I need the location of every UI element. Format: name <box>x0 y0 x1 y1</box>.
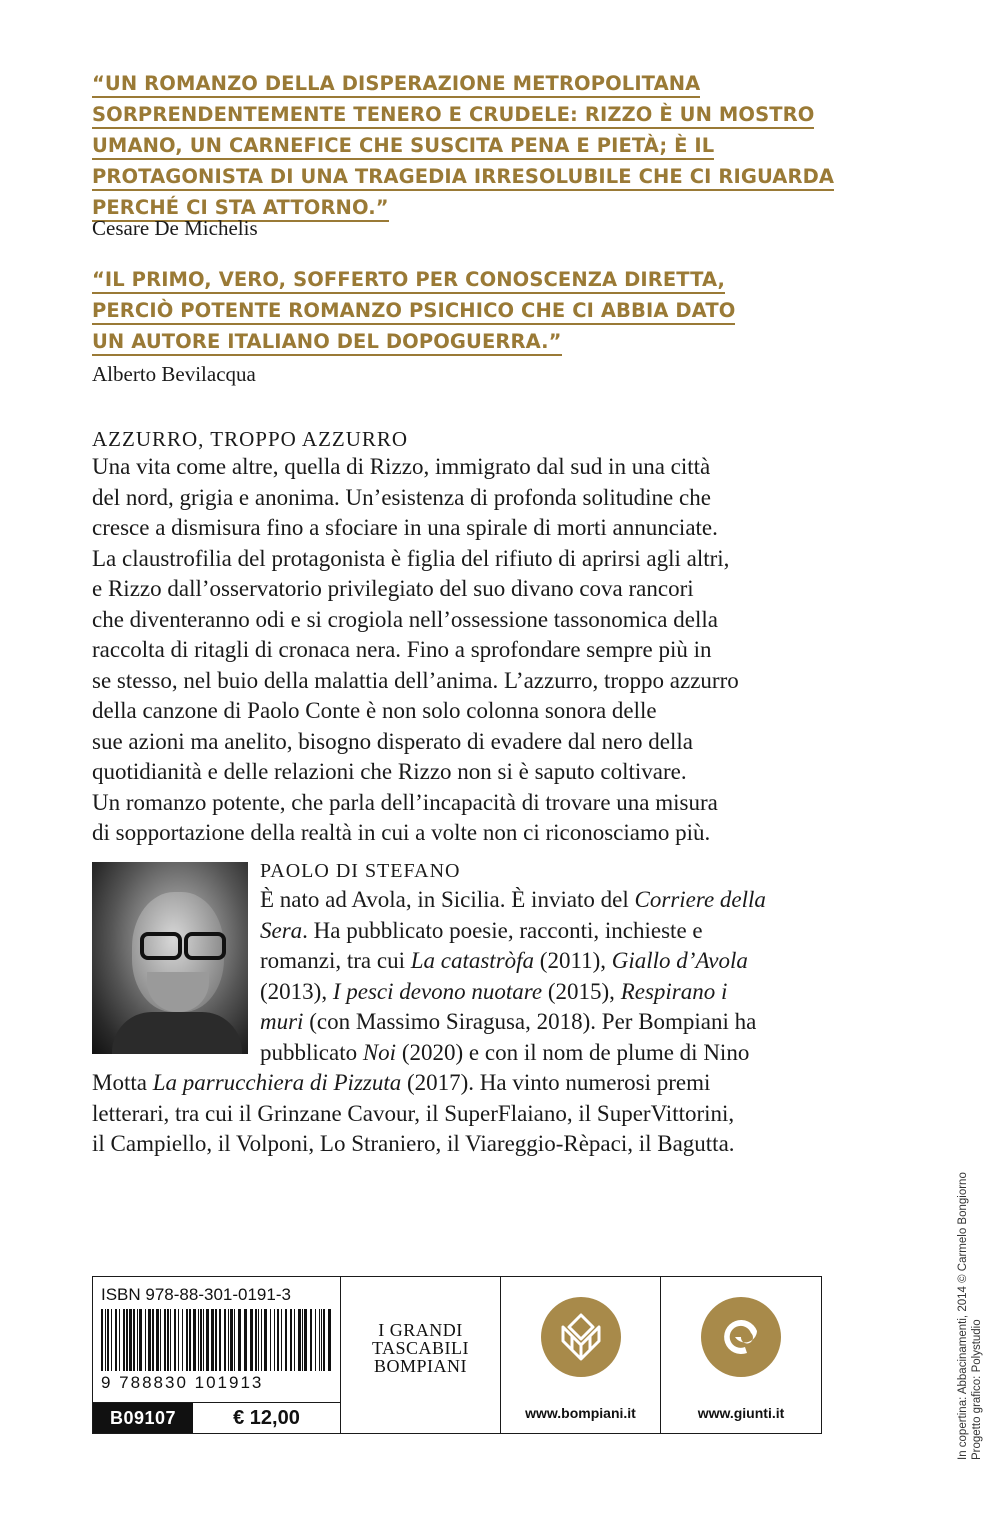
barcode-bar <box>193 1309 196 1371</box>
isbn-label: ISBN 978-88-301-0191-3 <box>101 1285 291 1304</box>
blurb-line: di sopportazione della realtà in cui a volte non ci riconosciamo più. <box>92 820 711 845</box>
bio-title-italic: I pesci devono nuotare <box>332 978 543 1004</box>
bompiani-logo-icon <box>541 1297 621 1377</box>
barcode-bar <box>321 1309 322 1371</box>
barcode-bar <box>261 1309 262 1371</box>
barcode-bar <box>250 1309 253 1371</box>
book-blurb <box>92 452 852 849</box>
bio-text: pubblicato <box>260 1039 363 1065</box>
giunti-logo-icon <box>701 1297 781 1377</box>
book-title: AZZURRO, TROPPO AZZURRO <box>92 427 409 451</box>
blurb-line: sue azioni ma anelito, bisogno disperato di evadere dal nero della <box>92 728 693 754</box>
bio-line <box>92 916 852 947</box>
barcode-bar <box>198 1309 199 1371</box>
barcode-bar <box>228 1309 229 1371</box>
barcode-bar <box>107 1309 109 1371</box>
bio-line <box>92 1099 852 1130</box>
blurb-line: raccolta di ritagli di cronaca nera. Fino a sprofondare sempre più in <box>92 637 712 662</box>
barcode-bar <box>285 1309 287 1371</box>
barcode-bar <box>290 1309 292 1371</box>
blurb-line: della canzone di Paolo Conte è non solo colonna sonora delle <box>92 698 657 723</box>
colophon-box <box>92 1276 822 1434</box>
code-price-row <box>93 1402 340 1433</box>
quote-line: “UN ROMANZO DELLA DISPERAZIONE METROPOLITANA <box>92 72 700 98</box>
blurb-line: Una vita come altre, quella di Rizzo, immigrato dal sud in una città <box>92 454 711 479</box>
barcode-bar <box>294 1309 295 1371</box>
barcode-bar <box>255 1309 257 1371</box>
bio-text: (2015), <box>542 978 621 1004</box>
quote-line: “IL PRIMO, VERO, SOFFERTO PER CONOSCENZA DIRETTA, <box>92 268 725 294</box>
barcode-bar <box>328 1309 331 1371</box>
barcode-bar <box>200 1309 202 1371</box>
giunti-cell <box>661 1277 821 1433</box>
price: € 12,00 <box>233 1406 300 1429</box>
bio-line <box>92 1007 852 1038</box>
barcode-bar <box>160 1309 161 1371</box>
quote-line: PROTAGONISTA DI UNA TRAGEDIA IRRESOLUBILE CHE CI RIGUARDA <box>92 165 834 191</box>
series-name <box>341 1321 500 1375</box>
bio-text: Motta <box>92 1070 153 1095</box>
giunti-url: www.giunti.it <box>697 1405 785 1421</box>
barcode-bar <box>203 1309 204 1371</box>
barcode-bar <box>178 1309 179 1371</box>
quote-2 <box>92 264 852 357</box>
cover-credits <box>956 1172 984 1460</box>
barcode-bar <box>189 1309 191 1371</box>
product-code: B09107 <box>93 1403 193 1433</box>
author-name: PAOLO DI STEFANO <box>260 860 461 882</box>
quote-line: PERCIÒ POTENTE ROMANZO PSICHICO CHE CI ABBIA DATO <box>92 299 735 325</box>
barcode-bar <box>139 1309 142 1371</box>
barcode-bar <box>224 1309 226 1371</box>
blurb-line: La claustrofilia del protagonista è figlia del rifiuto di aprirsi agli altri, <box>92 545 730 571</box>
series-cell <box>341 1277 501 1433</box>
barcode-bar <box>310 1309 312 1371</box>
barcode-bar <box>119 1309 120 1371</box>
barcode-bar <box>281 1309 282 1371</box>
bio-line <box>92 977 852 1008</box>
barcode-bar <box>164 1309 166 1371</box>
barcode-bar <box>304 1309 307 1371</box>
bio-text: letterari, tra cui il Grinzane Cavour, il SuperFlaiano, il SuperVittorini, <box>92 1100 735 1126</box>
quote-1-author: Cesare De Michelis <box>92 216 258 240</box>
barcode-cell <box>93 1277 341 1433</box>
bio-text: (con Massimo Siragusa, 2018). Per Bompiani ha <box>303 1009 757 1034</box>
quote-line: PERCHÉ CI STA ATTORNO.” <box>92 196 389 222</box>
barcode-bar <box>182 1309 183 1371</box>
barcode-bar <box>215 1309 217 1371</box>
barcode-bar <box>123 1309 125 1371</box>
barcode-bar <box>270 1309 271 1371</box>
barcode-bar <box>170 1309 171 1371</box>
bio-line <box>92 1129 852 1160</box>
bio-title-italic: Respirano i <box>620 978 728 1004</box>
bio-text: il Campiello, il Volponi, Lo Straniero, il Viareggio-Rèpaci, il Bagutta. <box>92 1131 735 1156</box>
quote-line: UMANO, UN CARNEFICE CHE SUSCITA PENA E PIETÀ; È IL <box>92 134 714 160</box>
bio-text: (2011), <box>534 948 612 973</box>
bio-title-italic: Giallo d’Avola <box>611 948 748 973</box>
bio-text: (2020) e con il nom de plume di Nino <box>396 1039 750 1065</box>
series-line: BOMPIANI <box>373 1356 467 1376</box>
barcode-bar <box>174 1309 176 1371</box>
barcode-bar <box>186 1309 188 1371</box>
bio-title-italic: Noi <box>362 1039 397 1065</box>
barcode-bar <box>167 1309 169 1371</box>
blurb-line: Un romanzo potente, che parla dell’incapacità di trovare una misura <box>92 789 718 815</box>
bio-text: romanzi, tra cui <box>260 948 411 973</box>
barcode-bar <box>111 1309 112 1371</box>
quote-line: SORPRENDENTEMENTE TENERO E CRUDELE: RIZZO È UN MOSTRO <box>92 103 814 129</box>
bio-title-italic: muri <box>260 1009 304 1034</box>
barcode-bar <box>323 1309 325 1371</box>
barcode-bar <box>152 1309 154 1371</box>
quote-1 <box>92 68 852 223</box>
bompiani-url: www.bompiani.it <box>525 1405 636 1421</box>
blurb-line: quotidianità e delle relazioni che Rizzo non si è saputo coltivare. <box>92 759 687 784</box>
bompiani-cell <box>501 1277 661 1433</box>
author-bio <box>92 885 852 1160</box>
bio-text: . Ha pubblicato poesie, racconti, inchieste e <box>302 917 703 943</box>
barcode-bar <box>101 1309 103 1371</box>
barcode-bar <box>129 1309 132 1371</box>
bio-title-italic: Sera <box>260 917 303 943</box>
bio-line <box>92 885 852 916</box>
barcode-bar <box>206 1309 209 1371</box>
barcode-bar <box>319 1309 320 1371</box>
barcode-bar <box>298 1309 301 1371</box>
barcode-bar <box>230 1309 233 1371</box>
series-line: TASCABILI <box>371 1338 470 1358</box>
barcode-bar <box>244 1309 247 1371</box>
blurb-line: del nord, grigia e anonima. Un’esistenza di profonda solitudine che <box>92 484 711 510</box>
series-line: I GRANDI <box>378 1320 463 1340</box>
barcode-bar <box>302 1309 303 1371</box>
barcode-bar <box>137 1309 138 1371</box>
credit-line: In copertina: Abbacinamenti, 2014 © Carmelo Bongiorno <box>957 1172 969 1460</box>
bio-title-italic: Corriere della <box>634 887 766 912</box>
barcode-bar <box>148 1309 151 1371</box>
quote-2-author: Alberto Bevilacqua <box>92 362 256 386</box>
quote-line: UN AUTORE ITALIANO DEL DOPOGUERRA.” <box>92 330 562 356</box>
barcode-bar <box>211 1309 214 1371</box>
barcode-bar <box>115 1309 117 1371</box>
barcode-bar <box>126 1309 128 1371</box>
barcode-bar <box>105 1309 106 1371</box>
bio-line <box>92 946 852 977</box>
bio-title-italic: La parrucchiera di Pizzuta <box>152 1070 402 1095</box>
barcode-number: 9 788830 101913 <box>101 1373 264 1392</box>
barcode-bar <box>133 1309 135 1371</box>
barcode-bar <box>264 1309 267 1371</box>
bio-line <box>92 1068 852 1099</box>
bio-title-italic: La catastròfa <box>410 948 535 973</box>
barcode-bar <box>145 1309 146 1371</box>
credit-line: Progetto grafico: Polystudio <box>971 1319 983 1460</box>
barcode-bar <box>277 1309 279 1371</box>
blurb-line: se stesso, nel buio della malattia dell’anima. L’azzurro, troppo azzurro <box>92 667 739 693</box>
barcode-bar <box>258 1309 259 1371</box>
barcode-bars <box>101 1309 333 1371</box>
bio-text: (2017). Ha vinto numerosi premi <box>401 1070 711 1095</box>
barcode-bar <box>274 1309 275 1371</box>
bio-text: È nato ad Avola, in Sicilia. È inviato del <box>260 887 635 912</box>
barcode-bar <box>238 1309 241 1371</box>
blurb-line: cresce a dismisura fino a sfociare in una spirale di morti annunciate. <box>92 515 718 540</box>
bio-text: (2013), <box>260 978 333 1004</box>
blurb-line: e Rizzo dall’osservatorio privilegiato del suo divano cova rancori <box>92 576 694 601</box>
barcode-bar <box>156 1309 159 1371</box>
blurb-line: che diventeranno odi e si crogiola nell’ossessione tassonomica della <box>92 606 718 632</box>
bio-line <box>92 1038 852 1069</box>
barcode-bar <box>315 1309 316 1371</box>
barcode-bar <box>219 1309 221 1371</box>
barcode-bar <box>234 1309 235 1371</box>
